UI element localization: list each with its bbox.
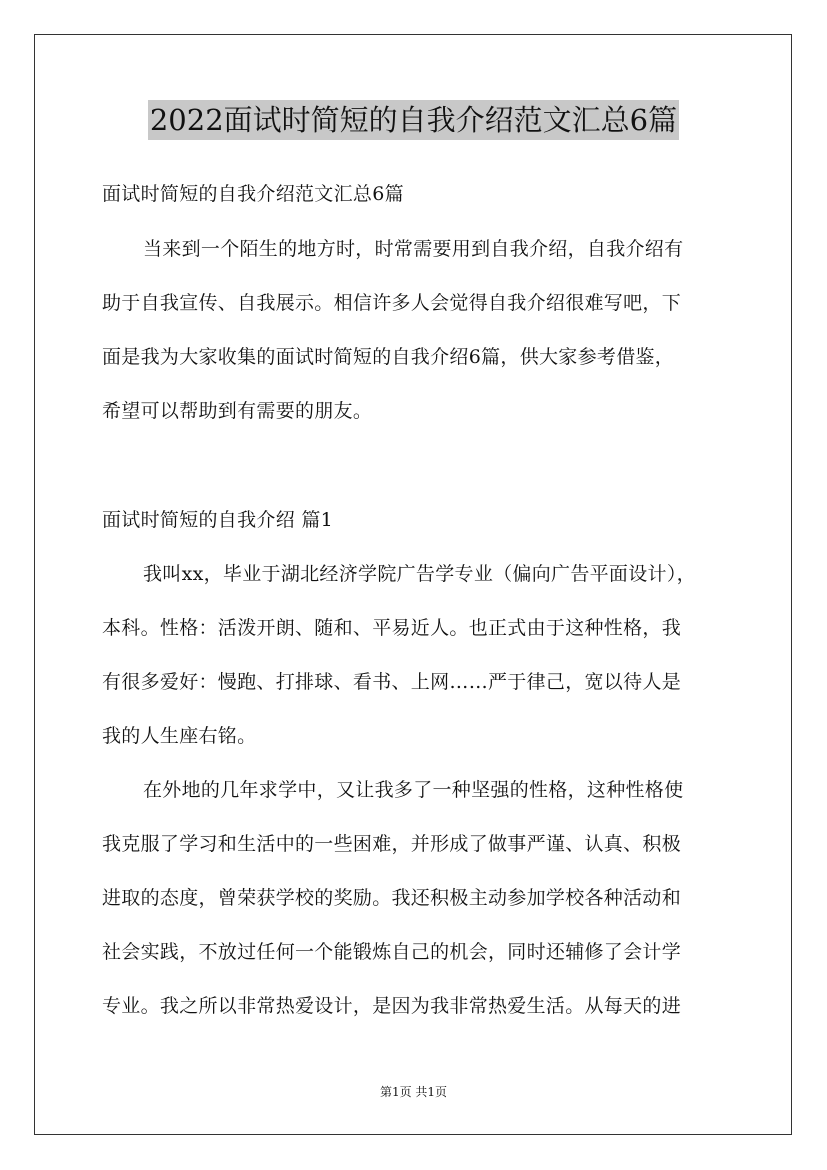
document-title: 2022面试时简短的自我介绍范文汇总6篇 [148, 100, 679, 140]
para2-line-1: 在外地的几年求学中，又让我多了一种坚强的性格，这种性格使 [143, 779, 684, 801]
document-subtitle: 面试时简短的自我介绍范文汇总6篇 [102, 183, 404, 205]
para1-line-2: 本科。性格：活泼开朗、随和、平易近人。也正式由于这种性格，我 [102, 617, 682, 639]
para2-line-2: 我克服了学习和生活中的一些困难，并形成了做事严谨、认真、积极 [102, 833, 682, 855]
para2-line-3: 进取的态度，曾荣获学校的奖励。我还积极主动参加学校各种活动和 [102, 887, 682, 909]
para2-line-4: 社会实践，不放过任何一个能锻炼自己的机会，同时还辅修了会计学 [102, 941, 682, 963]
para2-line-5: 专业。我之所以非常热爱设计，是因为我非常热爱生活。从每天的进 [102, 995, 682, 1017]
page-footer: 第1页 共1页 [379, 1085, 448, 1099]
para1-line-4: 我的人生座右铭。 [102, 725, 257, 747]
para1-line-1: 我叫xx，毕业于湖北经济学院广告学专业（偏向广告平面设计）， [143, 563, 696, 585]
para1-line-3: 有很多爱好：慢跑、打排球、看书、上网……严于律己，宽以待人是 [102, 671, 682, 693]
intro-line-4: 希望可以帮助到有需要的朋友。 [102, 400, 373, 422]
intro-line-2: 助于自我宣传、自我展示。相信许多人会觉得自我介绍很难写吧，下 [102, 292, 682, 314]
title-container [0, 100, 827, 140]
intro-line-3: 面是我为大家收集的面试时简短的自我介绍6篇，供大家参考借鉴， [102, 346, 675, 368]
section-heading: 面试时简短的自我介绍 篇1 [102, 509, 334, 531]
intro-line-1: 当来到一个陌生的地方时，时常需要用到自我介绍，自我介绍有 [143, 238, 684, 260]
